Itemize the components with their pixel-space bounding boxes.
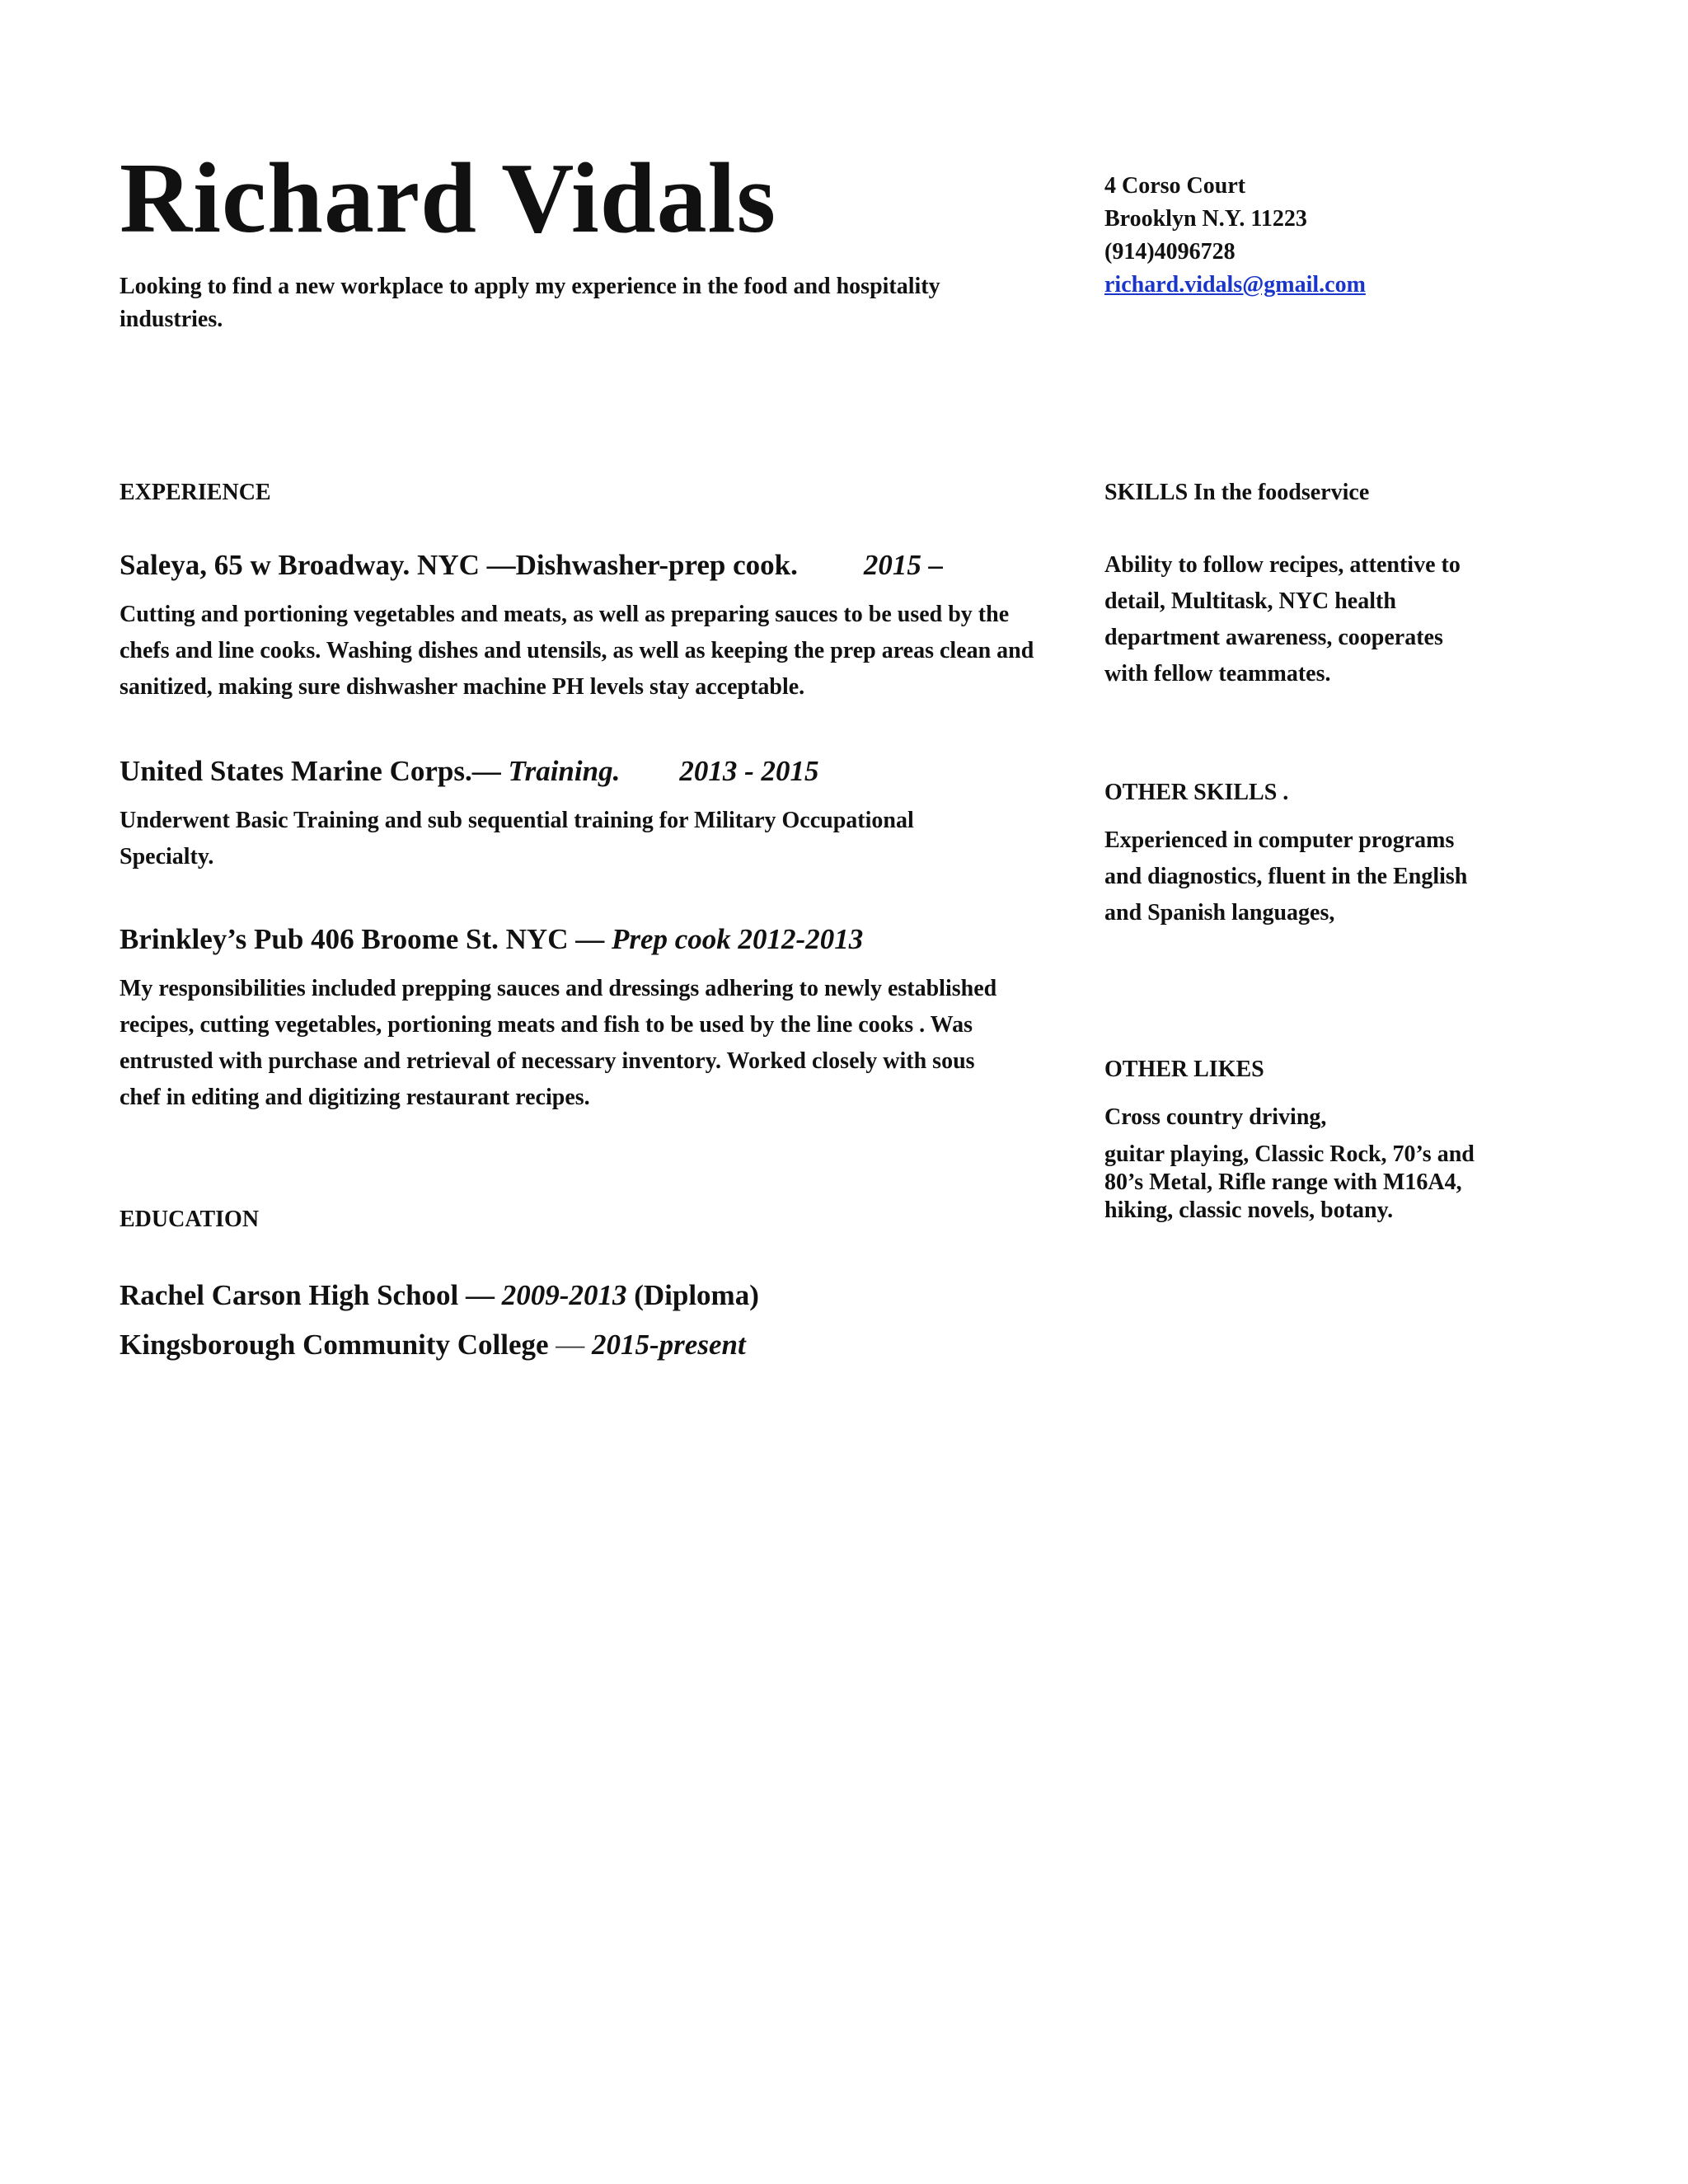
education-entry-college — [120, 1330, 746, 1359]
job-place: United States Marine Corps.— — [120, 755, 509, 787]
job-dates: 2015 – — [863, 549, 944, 581]
other-likes-heading: OTHER LIKES — [1104, 1057, 1264, 1082]
job-title-brinkleys — [120, 925, 863, 954]
job-title-saleya — [120, 551, 943, 579]
contact-phone: (914)4096728 — [1104, 239, 1236, 265]
job-role: Training. — [508, 755, 621, 787]
contact-email-link[interactable]: richard.vidals@gmail.com — [1104, 272, 1366, 298]
other-likes-text: guitar playing, Classic Rock, 70’s and 80’s Metal, Rifle range with M16A4, hiking, classic novels, botany. — [1104, 1141, 1475, 1223]
other-skills-heading: OTHER SKILLS . — [1104, 780, 1289, 805]
job-place: Brinkley’s Pub 406 Broome St. NYC — — [120, 923, 612, 955]
education-heading: EDUCATION — [120, 1207, 260, 1232]
contact-street: 4 Corso Court — [1104, 173, 1246, 199]
education-note: (Diploma) — [626, 1279, 759, 1311]
job-title-marines — [120, 757, 819, 785]
job-dates: 2013 - 2015 — [679, 755, 819, 787]
resume-name: Richard Vidals — [120, 143, 776, 254]
skills-heading: SKILLS In the foodservice — [1104, 480, 1370, 505]
contact-city: Brooklyn N.Y. 11223 — [1104, 206, 1307, 232]
experience-heading: EXPERIENCE — [120, 480, 271, 505]
education-dates: 2015-present — [592, 1329, 746, 1361]
other-skills-text: Experienced in computer programs and diagnostics, fluent in the English and Spanish languages, — [1104, 827, 1468, 926]
objective-statement: Looking to find a new workplace to apply my experience in the food and hospitality industries. — [120, 274, 940, 332]
education-dates: 2009-2013 — [501, 1279, 627, 1311]
other-likes-first: Cross country driving, — [1104, 1104, 1327, 1130]
education-school: Rachel Carson High School — — [120, 1279, 502, 1311]
job-description-saleya: Cutting and portioning vegetables and meats, as well as preparing sauces to be used by the chefs and line cooks. Washing dishes and utensils, as well as keeping the prep areas clean and sanitized, making sure dishwasher machine PH levels stay acceptable. — [120, 602, 1034, 700]
education-school: Kingsborough Community College — [120, 1329, 556, 1361]
job-role: Prep cook 2012-2013 — [611, 923, 864, 955]
skills-text: Ability to follow recipes, attentive to detail, Multitask, NYC health department awareness, cooperates with fellow teammates. — [1104, 552, 1461, 687]
job-description-marines: Underwent Basic Training and sub sequential training for Military Occupational Specialty. — [120, 808, 914, 869]
education-dash: — — [556, 1329, 593, 1361]
job-place: Saleya, 65 w Broadway. NYC —Dishwasher-prep cook. — [120, 549, 798, 581]
contact-block — [1104, 170, 1366, 302]
job-description-brinkleys: My responsibilities included prepping sauces and dressings adhering to newly established recipes, cutting vegetables, portioning meats and fish to be used by the line cooks . Was entrusted with purchase and retrieval of necessary inventory. Worked closely with sous chef in editing and digitizing restaurant recipes. — [120, 976, 997, 1110]
education-entry-high-school — [120, 1281, 759, 1310]
